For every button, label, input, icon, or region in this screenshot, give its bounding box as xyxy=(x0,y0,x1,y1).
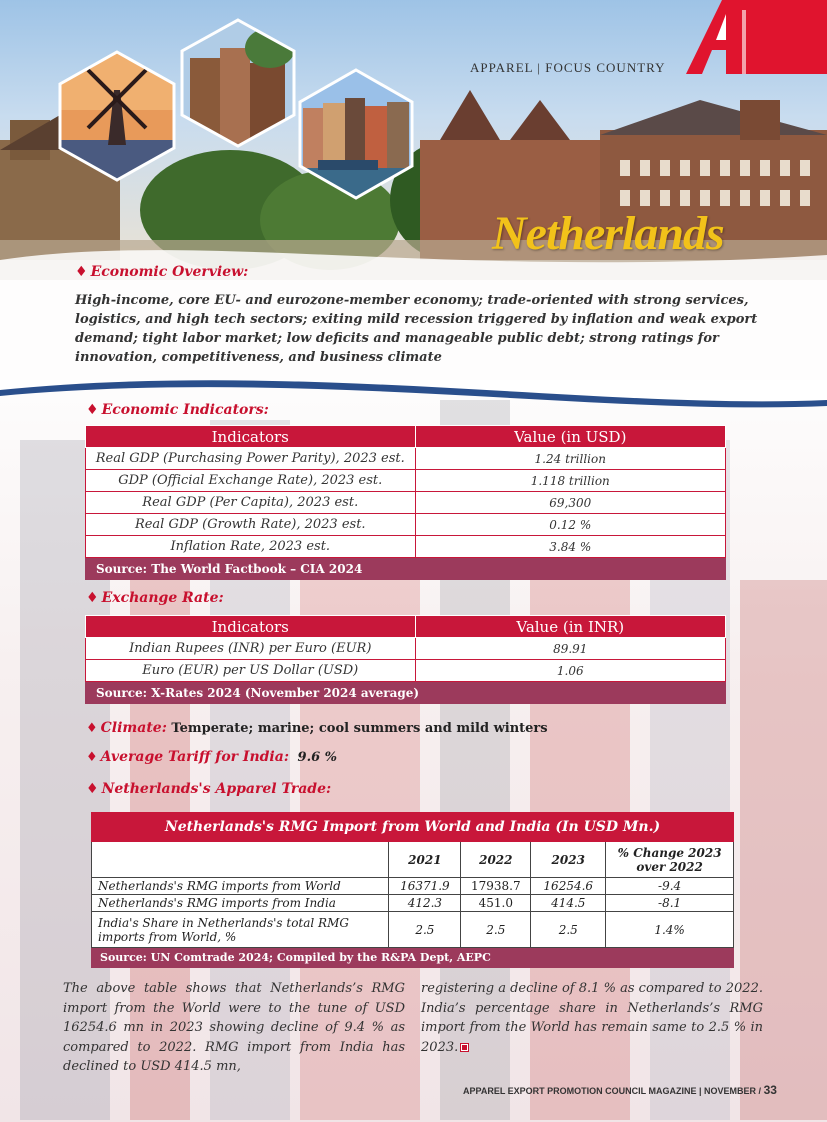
indicator-value: 69,300 xyxy=(415,492,725,514)
body-text-col2 xyxy=(421,979,763,1057)
indicator-label: Real GDP (Purchasing Power Parity), 2023 est. xyxy=(86,448,416,470)
indicator-label: Real GDP (Growth Rate), 2023 est. xyxy=(86,514,416,536)
cell-value: 16371.9 xyxy=(389,878,461,895)
trade-source: Source: UN Comtrade 2024; Compiled by the R&PA Dept, AEPC xyxy=(92,948,734,968)
trade-heading: ♦ Netherlands's Apparel Trade: xyxy=(86,781,332,797)
indicator-label: GDP (Official Exchange Rate), 2023 est. xyxy=(86,470,416,492)
exchange-source: Source: X-Rates 2024 (November 2024 average) xyxy=(86,682,726,704)
indicator-value: 3.84 % xyxy=(415,536,725,558)
cell-value: -9.4 xyxy=(606,878,734,895)
indicator-value: 0.12 % xyxy=(415,514,725,536)
indicators-heading: ♦ Economic Indicators: xyxy=(86,402,269,418)
year-header: 2022 xyxy=(461,842,531,878)
country-title: Netherlands xyxy=(492,207,724,260)
overview-text: High-income, core EU- and eurozone-member economy; trade-oriented with strong services, logistics, and high tech sectors; exiting mild recession triggered by inflation and weak export demand; tight labor market; low deficits and manageable public debt; strong ratings for innovation, competitiveness, and business climate xyxy=(75,293,758,365)
trade-table-caption: Netherlands's RMG Import from World and India (In USD Mn.) xyxy=(92,813,734,842)
table-row xyxy=(86,638,726,660)
exchange-heading: ♦ Exchange Rate: xyxy=(86,590,224,606)
climate-label: Climate: xyxy=(100,720,167,736)
cell-value: 1.4% xyxy=(606,912,734,948)
indicators-col-header: Indicators xyxy=(86,616,416,638)
tariff-value: 9.6 % xyxy=(297,750,338,765)
table-row xyxy=(86,448,726,470)
page-number: 33 xyxy=(763,1083,777,1097)
table-row xyxy=(86,514,726,536)
table-row xyxy=(92,895,734,912)
exchange-value: 89.91 xyxy=(415,638,725,660)
indicator-label: Real GDP (Per Capita), 2023 est. xyxy=(86,492,416,514)
footer-text: APPAREL EXPORT PROMOTION COUNCIL MAGAZINE | NOVEMBER / xyxy=(463,1086,762,1096)
table-row xyxy=(86,492,726,514)
diamond-bullet-icon: ♦ xyxy=(86,781,99,797)
indicator-value: 1.118 trillion xyxy=(415,470,725,492)
cell-value: 412.3 xyxy=(389,895,461,912)
cell-value: 17938.7 xyxy=(461,878,531,895)
indicator-label: Inflation Rate, 2023 est. xyxy=(86,536,416,558)
overview-heading: ♦ Economic Overview: xyxy=(75,264,249,280)
windmill-photo xyxy=(58,50,176,182)
table-row xyxy=(86,660,726,682)
diamond-bullet-icon: ♦ xyxy=(86,590,99,606)
blank-header xyxy=(92,842,389,878)
canal-houses-photo xyxy=(180,18,296,148)
diamond-bullet-icon: ♦ xyxy=(86,721,98,736)
section-label: APPAREL | FOCUS COUNTRY xyxy=(470,60,666,75)
diamond-bullet-icon: ♦ xyxy=(86,750,98,765)
change-header: % Change 2023 over 2022 xyxy=(606,842,734,878)
amsterdam-canal-photo xyxy=(298,68,414,200)
exchange-table xyxy=(85,615,726,704)
exchange-label: Euro (EUR) per US Dollar (USD) xyxy=(86,660,416,682)
year-header: 2023 xyxy=(531,842,606,878)
indicators-col-header: Indicators xyxy=(86,426,416,448)
body-text-col2-content: registering a decline of 8.1 % as compared to 2022. India’s percentage share in Netherlands’s RMG import from the World has remain same to 2.5 % in 2023. xyxy=(421,981,763,1055)
diamond-bullet-icon: ♦ xyxy=(86,402,99,418)
aepc-logo xyxy=(676,0,827,74)
cell-value: -8.1 xyxy=(606,895,734,912)
row-label: Netherlands's RMG imports from India xyxy=(92,895,389,912)
cell-value: 2.5 xyxy=(461,912,531,948)
cell-value: 451.0 xyxy=(461,895,531,912)
value-col-header: Value (in USD) xyxy=(415,426,725,448)
table-row xyxy=(86,470,726,492)
value-col-header: Value (in INR) xyxy=(415,616,725,638)
climate-value: Temperate; marine; cool summers and mild winters xyxy=(171,721,548,736)
cell-value: 16254.6 xyxy=(531,878,606,895)
indicators-source: Source: The World Factbook – CIA 2024 xyxy=(86,558,726,580)
page-footer xyxy=(463,1083,777,1097)
year-header: 2021 xyxy=(389,842,461,878)
tariff-line xyxy=(86,749,337,765)
exchange-value: 1.06 xyxy=(415,660,725,682)
body-text-col1: The above table shows that Netherlands’s RMG import from the World were to the tune of USD 16254.6 mn in 2023 showing decline of 9.4 % as compared to 2022. RMG import from India has declined to USD 414.5 mn, xyxy=(63,981,405,1074)
end-of-article-icon xyxy=(461,1044,468,1051)
cell-value: 2.5 xyxy=(389,912,461,948)
tariff-label: Average Tariff for India: xyxy=(100,749,289,765)
exchange-label: Indian Rupees (INR) per Euro (EUR) xyxy=(86,638,416,660)
trade-table xyxy=(91,812,734,968)
table-row xyxy=(92,912,734,948)
row-label: Netherlands's RMG imports from World xyxy=(92,878,389,895)
row-label: India's Share in Netherlands's total RMG imports from World, % xyxy=(92,912,389,948)
cell-value: 414.5 xyxy=(531,895,606,912)
diamond-bullet-icon: ♦ xyxy=(75,264,88,280)
indicators-table xyxy=(85,425,726,580)
cell-value: 2.5 xyxy=(531,912,606,948)
indicator-value: 1.24 trillion xyxy=(415,448,725,470)
climate-line xyxy=(86,720,548,736)
table-row xyxy=(86,536,726,558)
table-row xyxy=(92,878,734,895)
